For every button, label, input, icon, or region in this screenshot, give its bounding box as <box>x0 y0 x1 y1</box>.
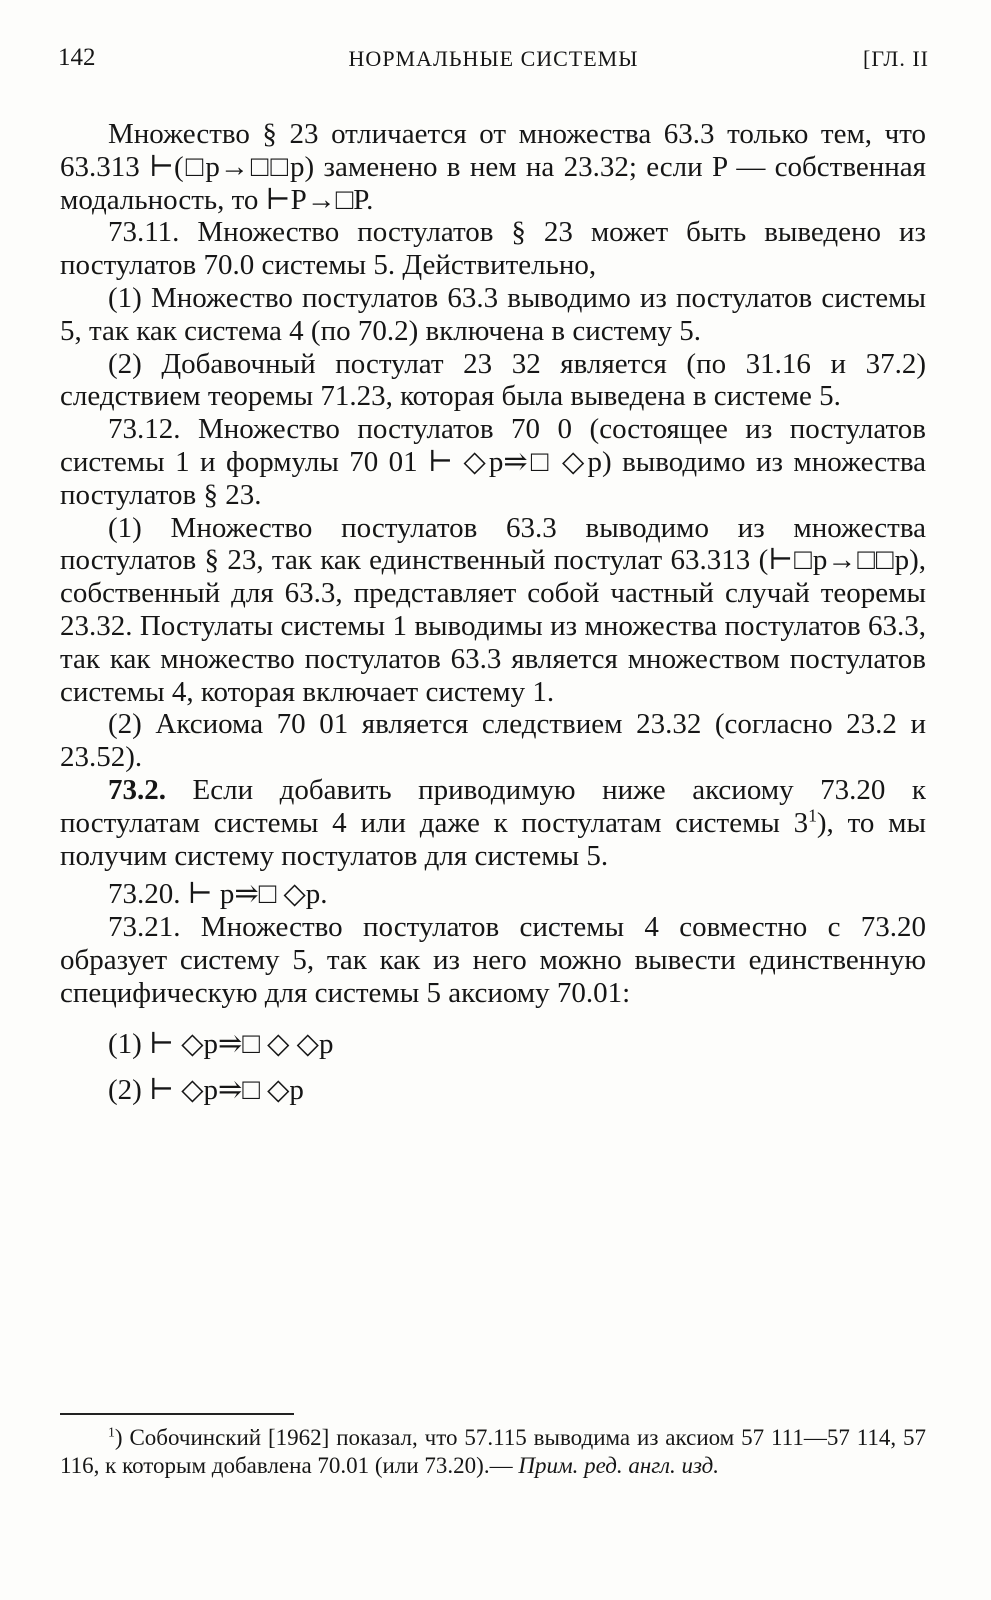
chapter-label: [ГЛ. II <box>863 46 929 71</box>
footnote-mark: 1 <box>108 1424 115 1440</box>
section-number: 73.2. <box>108 773 166 806</box>
page-number: 142 <box>58 44 96 71</box>
footnote-text: ) Собочинский [1962] показал, что 57.115 выводима из аксиом 57 111—57 114, 57 116, к которым добавлена 70.01 (или 73.20).— <box>60 1425 926 1478</box>
paragraph: 73.21. Множество постулатов системы 4 совместно с 73.20 образует систему 5, так как из него можно вывести единственную специфическую для системы 5 аксиому 70.01: <box>60 911 926 1009</box>
paragraph-text: Если добавить приводимую ниже аксиому 73.20 к постулатам системы 4 или даже к постулатам системы 3 <box>60 773 926 839</box>
paragraph: (2) Аксиома 70 01 является следствием 23.32 (согласно 23.2 и 23.52). <box>60 708 926 774</box>
editor-note: Прим. ред. англ. изд. <box>518 1453 720 1478</box>
footnote <box>60 1424 926 1480</box>
paragraph: (2) Добавочный постулат 23 32 является (по 31.16 и 37.2) следствием теоремы 71.23, которая была выведена в системе 5. <box>60 347 926 413</box>
running-title: НОРМАЛЬНЫЕ СИСТЕМЫ <box>348 46 639 71</box>
derivation-step: (1) ⊢ ◇p⥤□ ◇ ◇p <box>108 1027 334 1060</box>
paragraph: 73.11. Множество постулатов § 23 может быть выведено из постулатов 70.0 системы 5. Действительно, <box>60 216 926 282</box>
paragraph-text: ), то мы получим систему постулатов для системы 5. <box>60 806 926 872</box>
formula-73-20: 73.20. ⊢ p⥤□ ◇p. <box>108 878 328 911</box>
paragraph: (1) Множество постулатов 63.3 выводимо из постулатов системы 5, так как система 4 (по 70.2) включена в систему 5. <box>60 281 926 347</box>
paragraph-73-2 <box>60 774 926 872</box>
paragraph: (1) Множество постулатов 63.3 выводимо из множества постулатов § 23, так как единственный постулат 63.313 (⊢□p→□□p), собственный для 63.3, представляет собой частный случай теоремы 23.32. Постулаты системы 1 выводимы из множества постулатов 63.3, так как множество постулатов 63.3 является множеством постулатов системы 4, которая включает систему 1. <box>60 511 926 708</box>
paragraph: 73.12. Множество постулатов 70 0 (состоящее из постулатов системы 1 и формулы 70 01 ⊢ ◇p⥤□ ◇p) выводимо из множества постулатов § 23. <box>60 413 926 511</box>
footnote-reference: 1 <box>808 805 817 826</box>
main-text <box>60 118 926 1107</box>
derivation-step: (2) ⊢ ◇p⥤□ ◇p <box>108 1074 304 1107</box>
paragraph: Множество § 23 отличается от множества 63.3 только тем, что 63.313 ⊢(□p→□□p) заменено в нем на 23.32; если P — собственная модальность, то ⊢P→□P. <box>60 118 926 216</box>
footnote-divider <box>60 1413 294 1415</box>
running-header <box>58 44 929 80</box>
